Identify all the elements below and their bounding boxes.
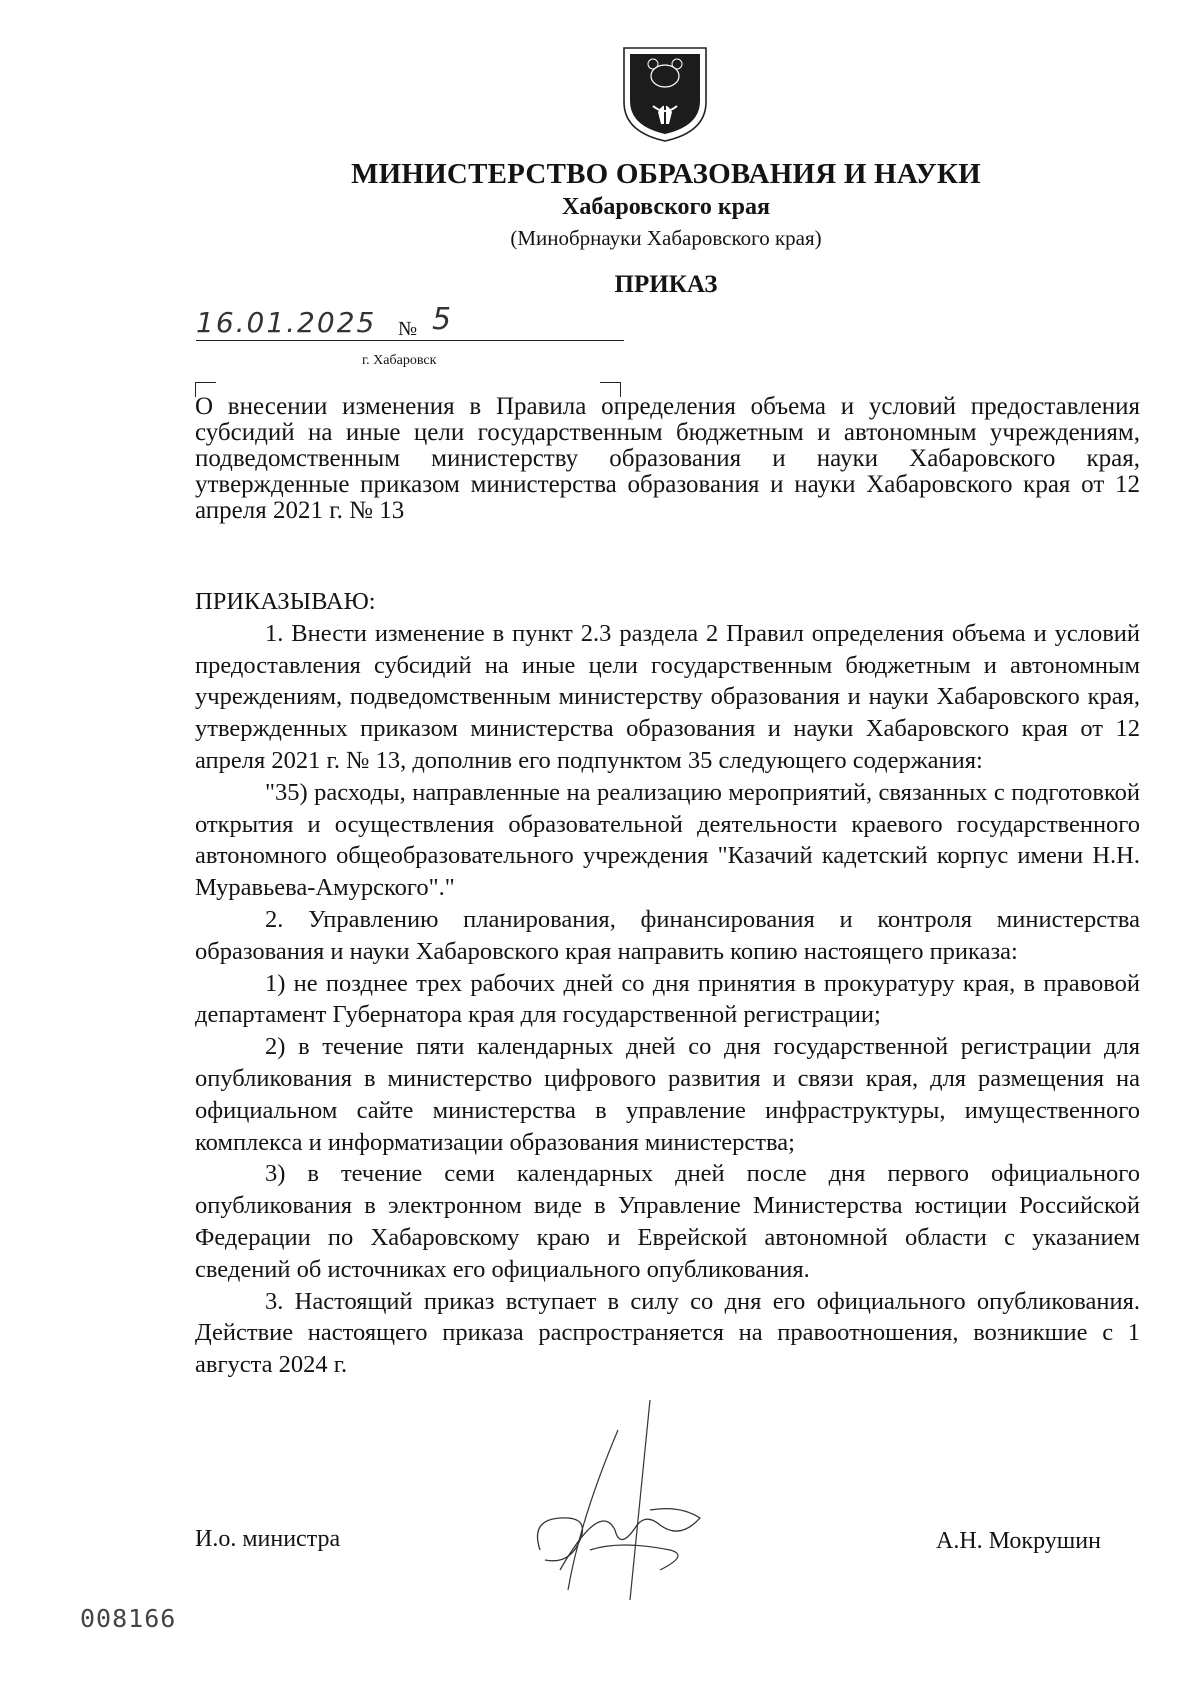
- handwritten-signature: [520, 1400, 720, 1600]
- organization-abbreviation: (Минобрнауки Хабаровского края): [510, 226, 822, 250]
- order-date: 16.01.2025: [196, 306, 377, 339]
- document-body: [195, 586, 1140, 1381]
- paragraph-1-quote: "35) расходы, направленные на реализацию мероприятий, связанных с подготовкой открытия и осуществления образовательной деятельности краевого государственного автономного общеобразовательного учреждения "Казачий кадетский корпус имени Н.Н. Муравьева-Амурского".": [195, 778, 1140, 902]
- signatory-name: А.Н. Мокрушин: [936, 1528, 1101, 1554]
- order-number-label: №: [398, 318, 418, 340]
- registry-number: 008166: [80, 1604, 177, 1633]
- signatory-title: И.о. министра: [195, 1526, 341, 1552]
- document-subject: О внесении изменения в Правила определения объема и условий предоставления субсидий на иные цели государственным бюджетным и автономным учреждениям, подведомственным министерству образования и науки Хабаровского края, утвержденные приказом министерства образования и науки Хабаровского края от 12 апреля 2021 г. № 13: [195, 393, 1140, 524]
- paragraph-2: 2. Управлению планирования, финансирования и контроля министерства образования и науки Хабаровского края направить копию настоящего приказа:: [195, 905, 1140, 965]
- date-number-underline: [196, 340, 624, 341]
- region-name: Хабаровского края: [562, 194, 770, 220]
- order-word: ПРИКАЗЫВАЮ:: [195, 588, 376, 615]
- document-type: ПРИКАЗ: [614, 271, 718, 298]
- organization-name: МИНИСТЕРСТВО ОБРАЗОВАНИЯ И НАУКИ: [351, 158, 981, 190]
- paragraph-1: 1. Внести изменение в пункт 2.3 раздела 2 Правил определения объема и условий предоставления субсидий на иные цели государственным бюджетным и автономным учреждениям, подведомственным министерству образования и науки Хабаровского края, утвержденных приказом министерства образования и науки Хабаровского края от 12 апреля 2021 г. № 13, дополнив его подпунктом 35 следующего содержания:: [195, 619, 1140, 774]
- paragraph-3: 3. Настоящий приказ вступает в силу со дня его официального опубликования. Действие настоящего приказа распространяется на правоотношения, возникшие с 1 августа 2024 г.: [195, 1287, 1140, 1379]
- paragraph-2-item-2: 2) в течение пяти календарных дней со дня государственной регистрации для опубликования в министерство цифрового развития и связи края, для размещения на официальном сайте министерства в управление инфраструктуры, имущественного комплекса и информатизации образования министерства;: [195, 1033, 1140, 1156]
- paragraph-2-item-3: 3) в течение семи календарных дней после дня первого официального опубликования в электронном виде в Управление Министерства юстиции Российской Федерации по Хабаровскому краю и Еврейской автономной области с указанием сведений об источниках его официального опубликования.: [195, 1160, 1140, 1283]
- coat-of-arms-icon: [618, 44, 712, 144]
- issue-city: г. Хабаровск: [362, 353, 437, 368]
- order-number: 5: [432, 302, 452, 337]
- paragraph-2-item-1: 1) не позднее трех рабочих дней со дня принятия в прокуратуру края, в правовой департамент Губернатора края для государственной регистрации;: [195, 969, 1140, 1029]
